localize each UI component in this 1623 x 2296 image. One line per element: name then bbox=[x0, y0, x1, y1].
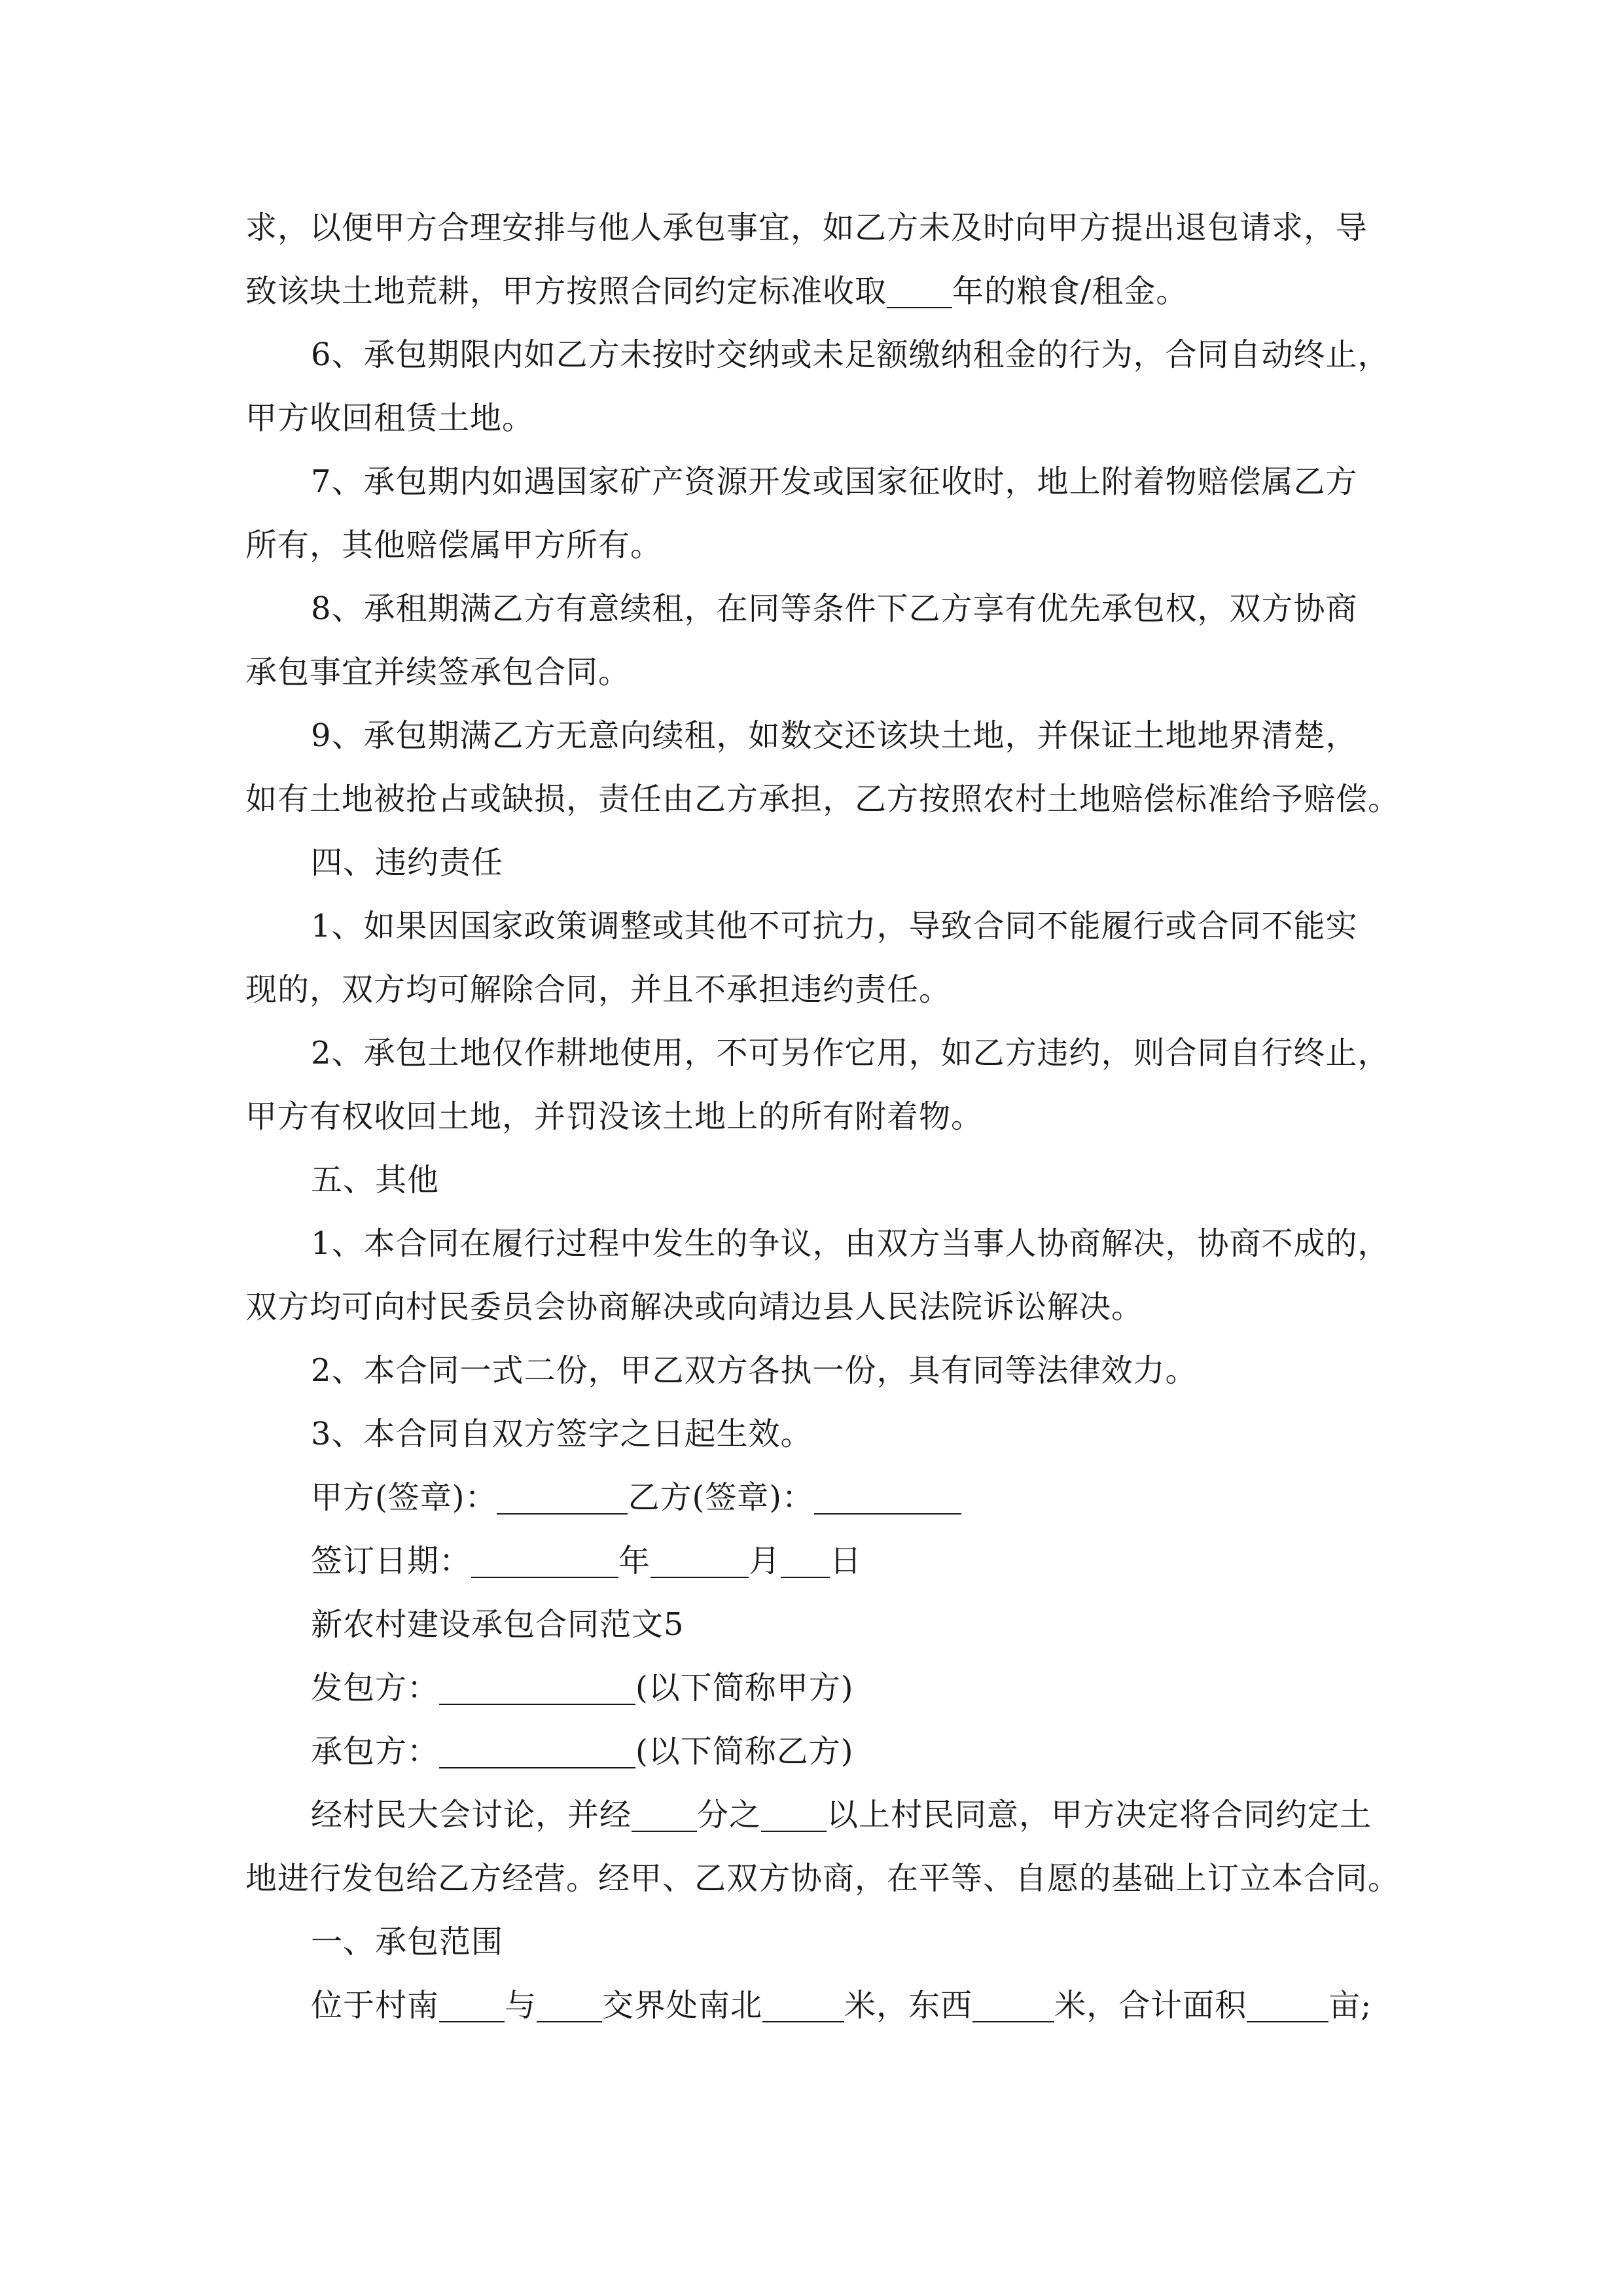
text-segment: 1、如果因国家政策调整或其他不可抗力，导致合同不能履行或合同不能实 bbox=[311, 908, 1358, 944]
text-segment: 一、承包范围 bbox=[311, 1924, 504, 1960]
text-segment: 发包方： bbox=[311, 1670, 440, 1706]
text-segment: 位于村南 bbox=[311, 1987, 440, 2024]
text-segment: 2、承包土地仅作耕地使用，不可另作它用，如乙方违约，则合同自行终止， bbox=[311, 1035, 1390, 1071]
text-segment: 年 bbox=[618, 1543, 651, 1579]
text-segment: 与 bbox=[505, 1987, 537, 2024]
fill-in-blank bbox=[537, 1990, 602, 2022]
text-segment: 6、承包期限内如乙方未按时交纳或未足额缴纳租金的行为，合同自动终止， bbox=[311, 336, 1390, 373]
text-line bbox=[245, 1974, 1384, 2037]
text-line bbox=[245, 1276, 1384, 1339]
fill-in-blank bbox=[632, 1799, 697, 1832]
text-segment: 米，东西 bbox=[844, 1987, 973, 2024]
text-segment: 月 bbox=[749, 1543, 781, 1579]
text-line bbox=[245, 260, 1384, 323]
text-line bbox=[245, 1085, 1384, 1149]
fill-in-blank bbox=[1247, 1990, 1329, 2022]
text-line bbox=[245, 1403, 1384, 1466]
text-line bbox=[245, 1720, 1384, 1784]
text-line bbox=[245, 768, 1400, 831]
text-segment: 亩; bbox=[1329, 1987, 1372, 2024]
fill-in-blank bbox=[497, 1482, 628, 1515]
text-line bbox=[245, 323, 1390, 387]
text-segment: 交界处南北 bbox=[602, 1987, 763, 2024]
text-segment: 乙方(签章)： bbox=[628, 1479, 814, 1516]
text-segment: 经村民大会讨论，并经 bbox=[311, 1797, 632, 1833]
fill-in-blank bbox=[781, 1545, 830, 1578]
text-line bbox=[245, 1466, 1384, 1530]
text-line bbox=[245, 958, 1384, 1022]
text-segment: 地进行发包给乙方经营。经甲、乙双方协商，在平等、自愿的基础上订立本合同。 bbox=[245, 1860, 1400, 1897]
text-segment: 2、本合同一式二份，甲乙双方各执一份，具有同等法律效力。 bbox=[311, 1352, 1198, 1389]
text-line bbox=[245, 1847, 1400, 1910]
fill-in-blank bbox=[814, 1482, 961, 1515]
text-segment: 现的，双方均可解除合同，并且不承担违约责任。 bbox=[245, 971, 952, 1008]
fill-in-blank bbox=[887, 276, 952, 308]
text-line bbox=[245, 387, 1384, 450]
text-segment: 年的粮食/租金。 bbox=[952, 273, 1188, 310]
text-segment: 求，以便甲方合理安排与他人承包事宜，如乙方未及时向甲方提出退包请求，导 bbox=[245, 209, 1368, 246]
fill-in-blank bbox=[439, 1990, 505, 2022]
text-segment: 9、承包期满乙方无意向续租，如数交还该块土地，并保证土地地界清楚， bbox=[311, 717, 1358, 754]
text-segment: 8、承租期满乙方有意续租，在同等条件下乙方享有优先承包权，双方协商 bbox=[311, 590, 1358, 627]
text-line bbox=[245, 1530, 1384, 1593]
text-segment: 承包方： bbox=[311, 1733, 440, 1770]
text-segment: 米，合计面积 bbox=[1054, 1987, 1247, 2024]
document-body bbox=[245, 196, 1400, 2037]
text-line bbox=[245, 895, 1384, 958]
text-segment: 3、本合同自双方签字之日起生效。 bbox=[311, 1416, 813, 1452]
text-line bbox=[245, 1910, 1384, 1974]
text-line bbox=[245, 196, 1384, 260]
text-segment: 所有，其他赔偿属甲方所有。 bbox=[245, 527, 663, 564]
fill-in-blank bbox=[471, 1545, 618, 1578]
text-line bbox=[245, 1339, 1384, 1403]
fill-in-blank bbox=[762, 1990, 844, 2022]
text-segment: 日 bbox=[830, 1543, 863, 1579]
text-line bbox=[245, 1593, 1384, 1657]
text-line bbox=[245, 1212, 1390, 1276]
text-segment: 甲方(签章)： bbox=[311, 1479, 497, 1516]
text-line bbox=[245, 1784, 1384, 1847]
fill-in-blank bbox=[651, 1545, 749, 1578]
text-segment: 1、本合同在履行过程中发生的争议，由双方当事人协商解决，协商不成的， bbox=[311, 1225, 1390, 1262]
fill-in-blank bbox=[439, 1672, 635, 1705]
text-line bbox=[245, 1022, 1390, 1085]
text-line bbox=[245, 577, 1384, 641]
text-segment: 如有土地被抢占或缺损，责任由乙方承担，乙方按照农村土地赔偿标准给予赔偿。 bbox=[245, 781, 1400, 817]
text-segment: (以下简称乙方) bbox=[635, 1733, 854, 1770]
text-segment: 以上村民同意，甲方决定将合同约定土 bbox=[827, 1797, 1372, 1833]
text-segment: (以下简称甲方) bbox=[635, 1670, 854, 1706]
text-line bbox=[245, 641, 1384, 704]
text-segment: 五、其他 bbox=[311, 1162, 440, 1198]
text-line bbox=[245, 1657, 1384, 1720]
text-line bbox=[245, 450, 1384, 514]
text-segment: 签订日期： bbox=[311, 1543, 472, 1579]
text-segment: 甲方有权收回土地，并罚没该土地上的所有附着物。 bbox=[245, 1098, 984, 1135]
text-segment: 承包事宜并续签承包合同。 bbox=[245, 654, 631, 691]
text-segment: 双方均可向村民委员会协商解决或向靖边县人民法院诉讼解决。 bbox=[245, 1289, 1144, 1325]
text-segment: 7、承包期内如遇国家矿产资源开发或国家征收时，地上附着物赔偿属乙方 bbox=[311, 463, 1358, 500]
text-segment: 致该块土地荒耕，甲方按照合同约定标准收取 bbox=[245, 273, 887, 310]
text-segment: 新农村建设承包合同范文5 bbox=[311, 1606, 685, 1643]
text-segment: 分之 bbox=[697, 1797, 762, 1833]
text-segment: 四、违约责任 bbox=[311, 844, 504, 881]
text-line bbox=[245, 831, 1384, 895]
text-line bbox=[245, 514, 1384, 577]
text-segment: 甲方收回租赁土地。 bbox=[245, 400, 535, 437]
text-line bbox=[245, 704, 1384, 768]
fill-in-blank bbox=[972, 1990, 1054, 2022]
text-line bbox=[245, 1149, 1384, 1212]
fill-in-blank bbox=[761, 1799, 827, 1832]
fill-in-blank bbox=[439, 1736, 635, 1768]
